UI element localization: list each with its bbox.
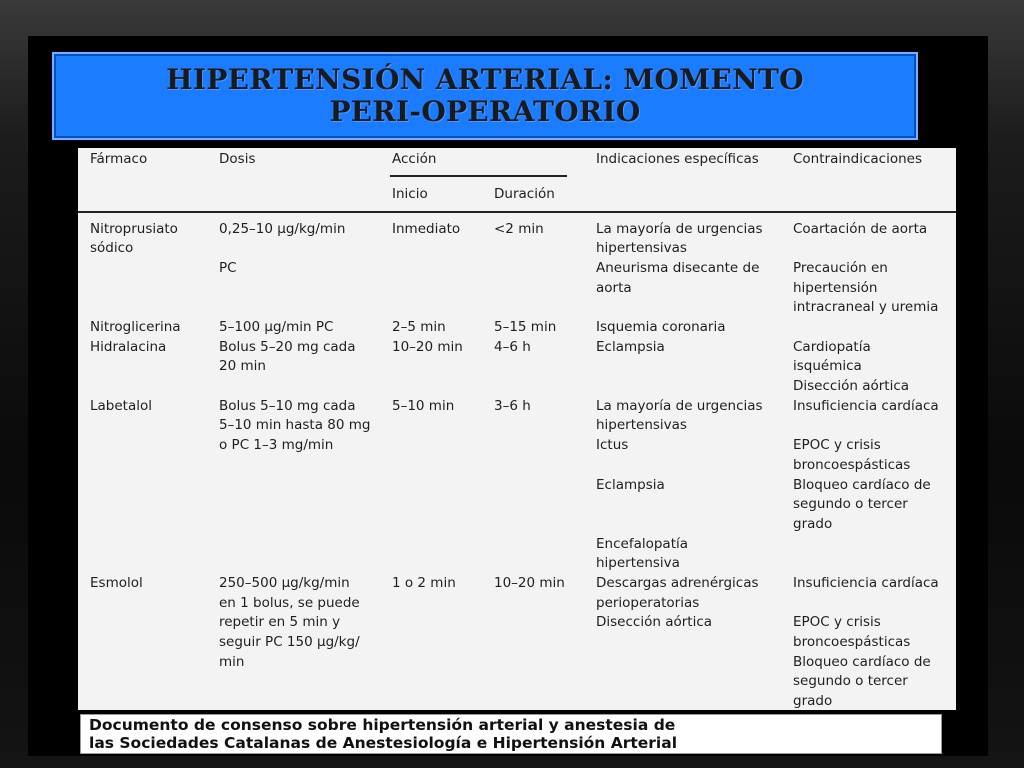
cell-contraindicaciones: grado xyxy=(793,693,833,709)
cell-dosis: en 1 bolus, se puede xyxy=(219,595,360,611)
header-rule xyxy=(78,211,956,213)
citation-line-1: Documento de consenso sobre hipertensión arterial y anestesia de xyxy=(89,716,676,734)
cell-indicaciones: Ictus xyxy=(596,437,629,453)
cell-contraindicaciones: Disección aórtica xyxy=(793,378,910,394)
cell-dosis: Bolus 5–10 mg cada xyxy=(219,398,356,414)
cell-indicaciones: hipertensiva xyxy=(596,555,680,571)
cell-contraindicaciones: broncoespásticas xyxy=(793,634,911,650)
header-indicaciones: Indicaciones específicas xyxy=(596,151,759,167)
cell-indicaciones: hipertensivas xyxy=(596,417,687,433)
cell-contraindicaciones: Insuficiencia cardíaca xyxy=(793,575,939,591)
cell-contraindicaciones: segundo o tercer xyxy=(793,496,908,512)
cell-duracion: 4–6 h xyxy=(494,339,531,355)
cell-indicaciones: La mayoría de urgencias xyxy=(596,398,763,414)
title-line-1: HIPERTENSIÓN ARTERIAL: MOMENTO xyxy=(166,63,804,96)
cell-indicaciones: Descargas adrenérgicas xyxy=(596,575,759,591)
cell-indicaciones: Eclampsia xyxy=(596,339,665,355)
cell-inicio: Inmediato xyxy=(392,221,461,237)
cell-indicaciones: Disección aórtica xyxy=(596,614,713,630)
cell-inicio: 1 o 2 min xyxy=(392,575,456,591)
cell-contraindicaciones: Cardiopatía xyxy=(793,339,871,355)
cell-contraindicaciones: Precaución en xyxy=(793,260,888,276)
header-farmaco: Fármaco xyxy=(90,151,148,167)
header-dosis: Dosis xyxy=(219,151,256,167)
header-contraindicaciones: Contraindicaciones xyxy=(793,151,923,167)
cell-farmaco: Esmolol xyxy=(90,575,143,591)
cell-indicaciones: Encefalopatía xyxy=(596,536,689,552)
source-citation xyxy=(80,714,942,754)
drug-table xyxy=(78,148,956,710)
cell-inicio: 5–10 min xyxy=(392,398,455,414)
cell-indicaciones: Aneurisma disecante de xyxy=(596,260,760,276)
cell-dosis: 5–100 μg/min PC xyxy=(219,319,334,335)
cell-contraindicaciones: EPOC y crisis xyxy=(793,614,881,630)
header-accion: Acción xyxy=(392,151,437,167)
accion-subheader-rule xyxy=(390,175,567,177)
cell-dosis: 250–500 μg/kg/min xyxy=(219,575,350,591)
cell-indicaciones: aorta xyxy=(596,280,632,296)
cell-contraindicaciones: grado xyxy=(793,516,833,532)
cell-duracion: 10–20 min xyxy=(494,575,565,591)
cell-indicaciones: La mayoría de urgencias xyxy=(596,221,763,237)
cell-contraindicaciones: broncoespásticas xyxy=(793,457,911,473)
cell-dosis: min xyxy=(219,654,245,670)
cell-contraindicaciones: Insuficiencia cardíaca xyxy=(793,398,939,414)
citation-line-2: las Sociedades Catalanas de Anestesiología e Hipertensión Arterial xyxy=(89,734,678,752)
cell-contraindicaciones: hipertensión xyxy=(793,280,878,296)
cell-dosis: o PC 1–3 mg/min xyxy=(219,437,334,453)
cell-duracion: 3–6 h xyxy=(494,398,531,414)
cell-contraindicaciones: Bloqueo cardíaco de xyxy=(793,654,931,670)
cell-duracion: <2 min xyxy=(494,221,544,237)
cell-farmaco: Hidralacina xyxy=(90,339,167,355)
cell-contraindicaciones: Bloqueo cardíaco de xyxy=(793,477,931,493)
cell-contraindicaciones: isquémica xyxy=(793,358,862,374)
cell-farmaco: Labetalol xyxy=(90,398,152,414)
cell-dosis: Bolus 5–20 mg cada xyxy=(219,339,356,355)
cell-indicaciones: perioperatorias xyxy=(596,595,700,611)
cell-farmaco: sódico xyxy=(90,240,134,256)
header-duracion: Duración xyxy=(494,186,555,202)
cell-dosis: 20 min xyxy=(219,358,266,374)
cell-contraindicaciones: Coartación de aorta xyxy=(793,221,928,237)
cell-dosis: seguir PC 150 μg/kg/ xyxy=(219,634,360,650)
header-inicio: Inicio xyxy=(392,186,428,202)
cell-contraindicaciones: segundo o tercer xyxy=(793,673,908,689)
cell-indicaciones: hipertensivas xyxy=(596,240,687,256)
cell-farmaco: Nitroglicerina xyxy=(90,319,181,335)
cell-contraindicaciones: intracraneal y uremia xyxy=(793,299,939,315)
cell-dosis: PC xyxy=(219,260,237,276)
title-line-2: PERI-OPERATORIO xyxy=(329,95,641,128)
cell-dosis: 0,25–10 μg/kg/min xyxy=(219,221,346,237)
cell-inicio: 10–20 min xyxy=(392,339,463,355)
cell-farmaco: Nitroprusiato xyxy=(90,221,178,237)
cell-indicaciones: Eclampsia xyxy=(596,477,665,493)
cell-contraindicaciones: EPOC y crisis xyxy=(793,437,881,453)
cell-dosis: repetir en 5 min y xyxy=(219,614,341,630)
cell-dosis: 5–10 min hasta 80 mg xyxy=(219,417,371,433)
cell-indicaciones: Isquemia coronaria xyxy=(596,319,726,335)
cell-inicio: 2–5 min xyxy=(392,319,446,335)
cell-duracion: 5–15 min xyxy=(494,319,557,335)
slide-title xyxy=(52,52,918,140)
